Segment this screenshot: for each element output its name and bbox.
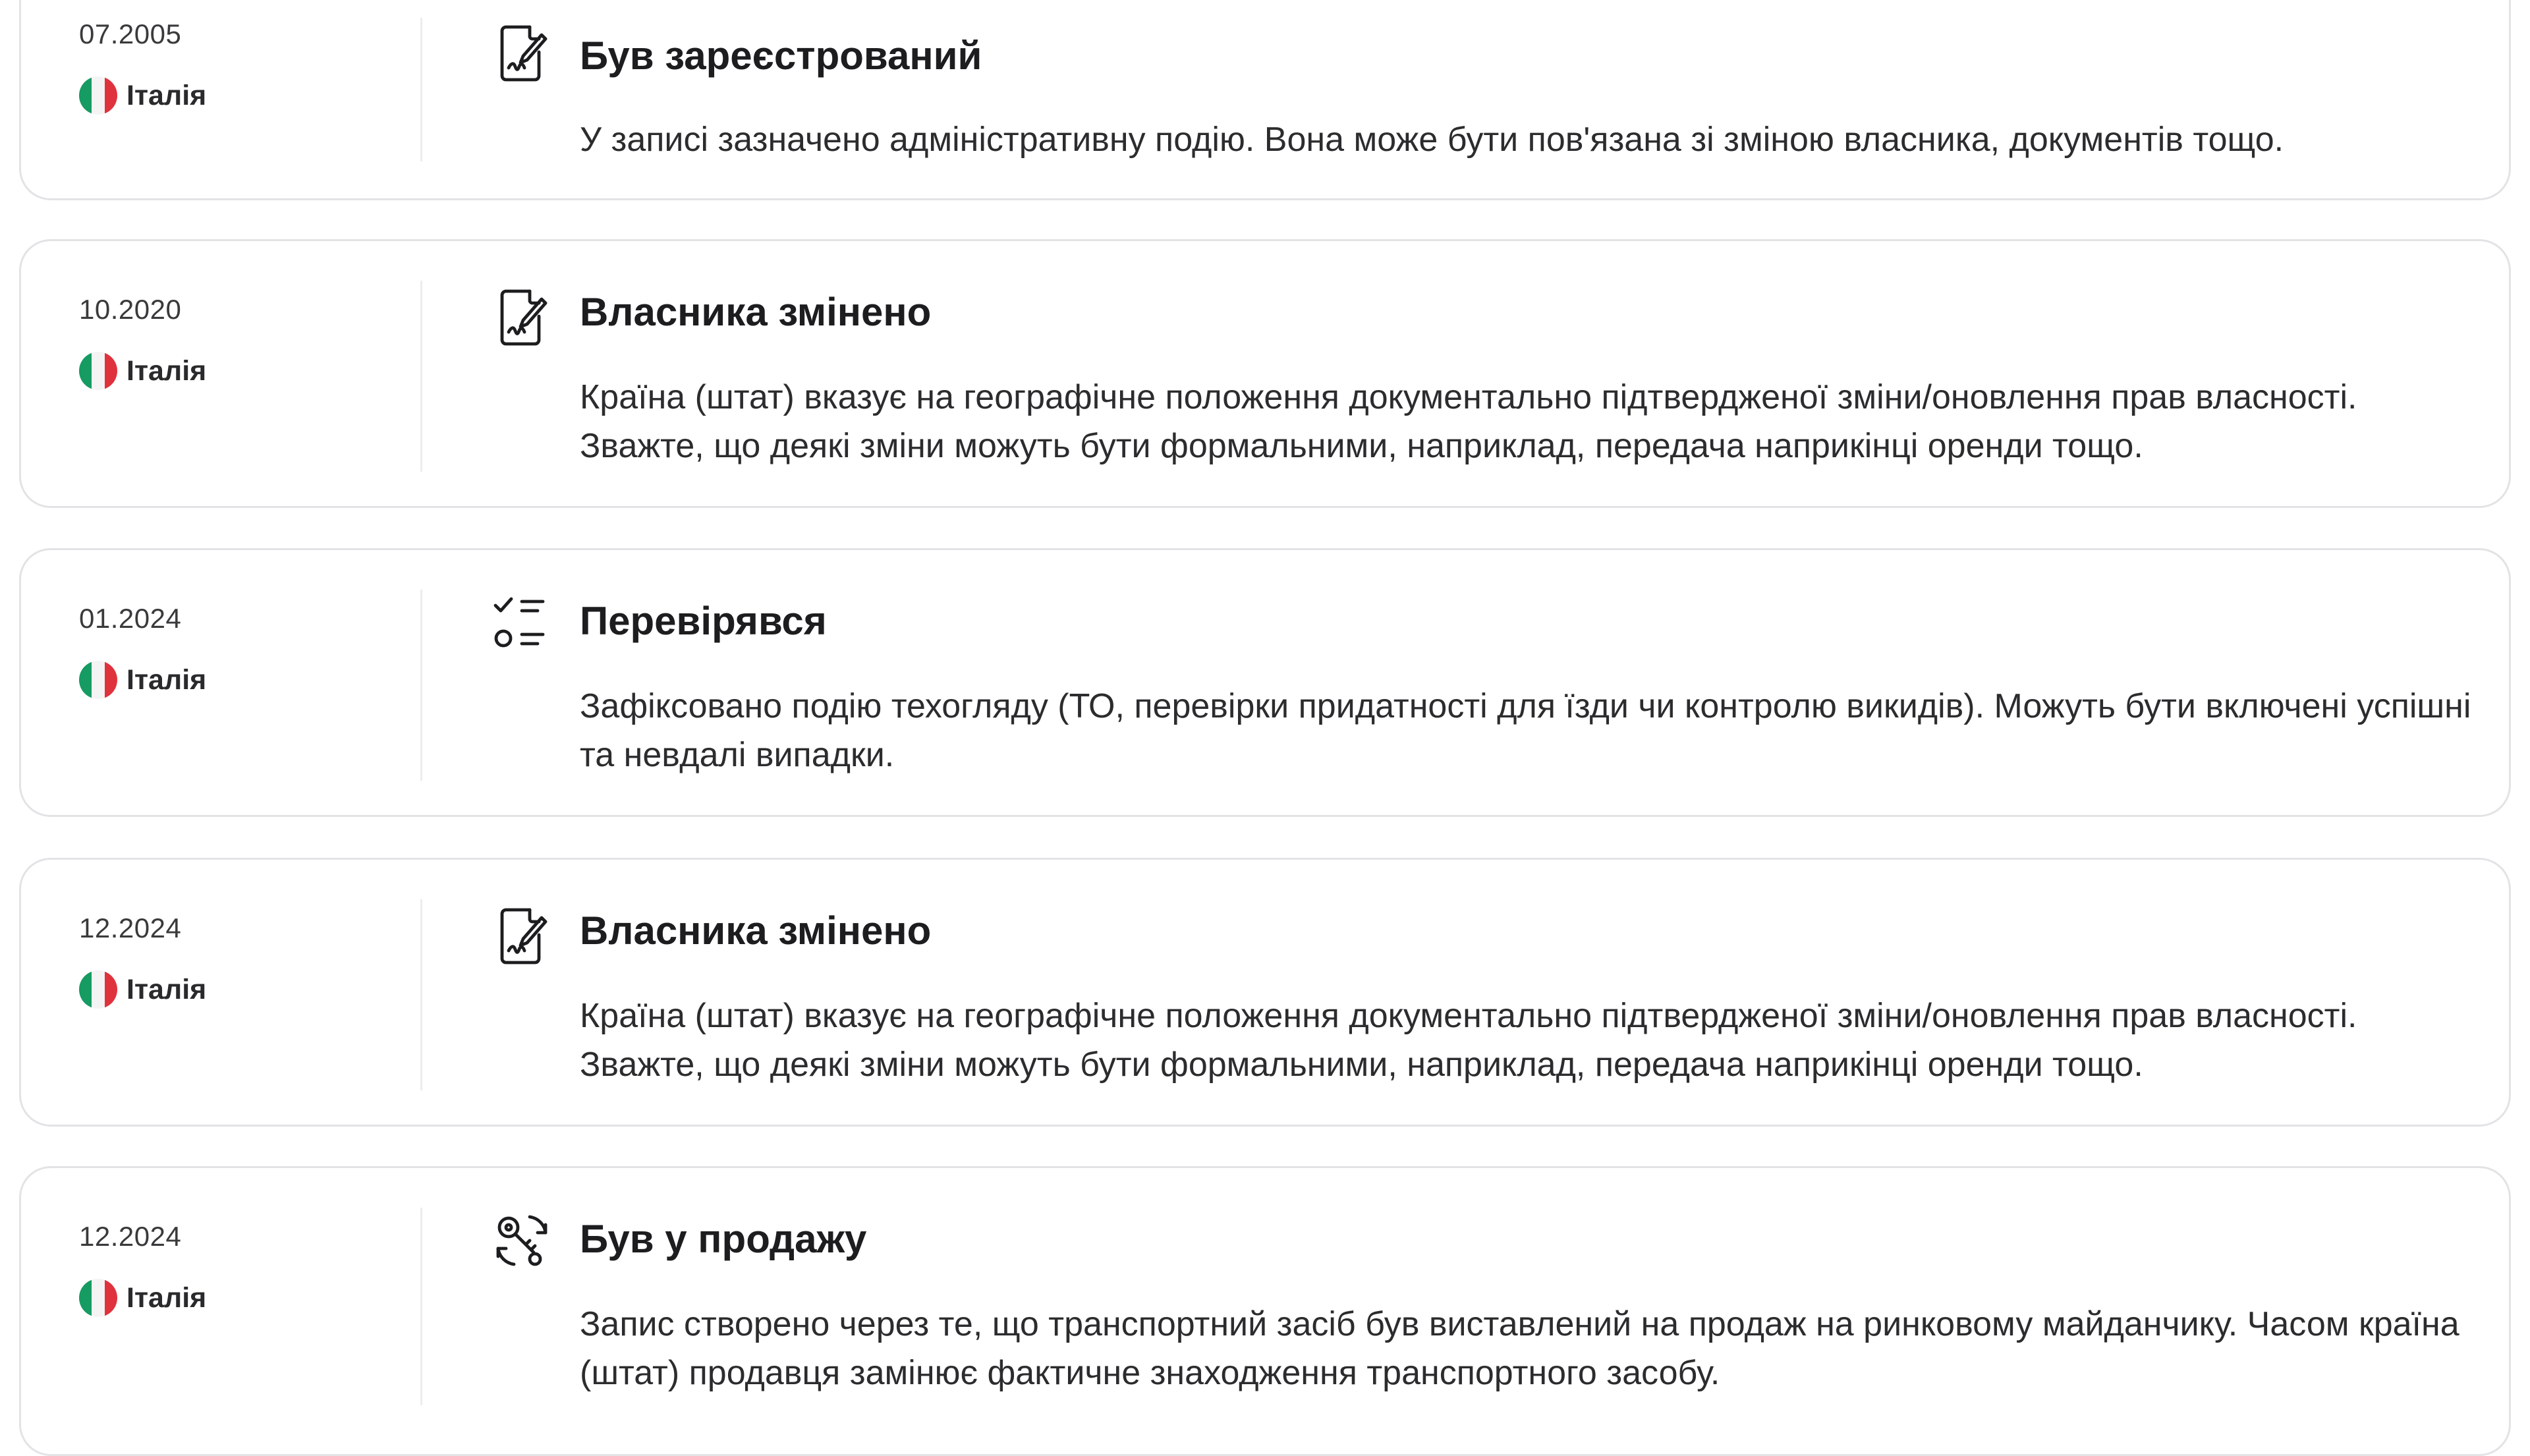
event-title: Перевірявся — [580, 599, 827, 643]
event-date: 01.2024 — [79, 603, 182, 634]
event-description: У записі зазначено адміністративну подію. Вона може бути пов'язана зі зміною власника, документів тощо. — [580, 121, 2284, 159]
event-meta — [79, 18, 408, 115]
timeline-event-card — [19, 239, 2511, 508]
event-description: Запис створено через те, що транспортний засіб був виставлений на продаж на ринковому майданчику. Часом країна (штат) продавця замінює фактичне знаходження транспортного засобу. — [580, 1305, 2460, 1392]
country-name: Італія — [126, 79, 207, 111]
country-name: Італія — [126, 973, 207, 1005]
divider — [420, 281, 422, 472]
divider — [420, 18, 422, 161]
event-country — [79, 351, 408, 391]
event-country — [79, 76, 408, 115]
event-title: Був у продажу — [580, 1217, 867, 1261]
divider — [420, 590, 422, 781]
event-description: Країна (штат) вказує на географічне положення документально підтвердженої зміни/оновлення прав власності. Зважте, що деякі зміни можуть бути формальними, наприклад, передача наприкінці оренди тощо. — [580, 997, 2357, 1084]
keys-exchange-icon — [490, 1209, 553, 1272]
italy-flag-icon — [79, 1279, 117, 1317]
event-meta — [79, 912, 408, 1009]
event-meta — [79, 602, 408, 700]
event-description: Зафіксовано подію техогляду (ТО, перевірки придатності для їзди чи контролю викидів). Можуть бути включені успішні та невдалі випадки. — [580, 687, 2471, 774]
timeline-event-card — [19, 858, 2511, 1127]
timeline-event-card — [19, 1166, 2511, 1456]
event-country — [79, 660, 408, 700]
country-name: Італія — [126, 663, 207, 696]
timeline-event-card — [19, 548, 2511, 817]
event-meta — [79, 293, 408, 391]
document-signature-icon — [490, 285, 553, 348]
document-signature-icon — [490, 20, 553, 84]
divider — [420, 1208, 422, 1405]
event-description: Країна (штат) вказує на географічне положення документально підтвердженої зміни/оновлення прав власності. Зважте, що деякі зміни можуть бути формальними, наприклад, передача наприкінці оренди тощо. — [580, 378, 2357, 465]
country-name: Італія — [126, 1281, 207, 1314]
event-country — [79, 970, 408, 1009]
timeline-event-card — [19, 0, 2511, 200]
event-meta — [79, 1220, 408, 1318]
event-date: 12.2024 — [79, 1221, 182, 1252]
checklist-icon — [490, 594, 553, 657]
event-title: Був зареєстрований — [580, 34, 982, 78]
country-name: Італія — [126, 354, 207, 387]
event-date: 07.2005 — [79, 18, 182, 49]
event-date: 10.2020 — [79, 294, 182, 325]
italy-flag-icon — [79, 352, 117, 390]
event-country — [79, 1278, 408, 1318]
event-title: Власника змінено — [580, 909, 932, 953]
event-date: 12.2024 — [79, 912, 182, 943]
document-signature-icon — [490, 903, 553, 966]
divider — [420, 899, 422, 1090]
italy-flag-icon — [79, 76, 117, 115]
italy-flag-icon — [79, 661, 117, 699]
italy-flag-icon — [79, 970, 117, 1009]
event-title: Власника змінено — [580, 290, 932, 334]
